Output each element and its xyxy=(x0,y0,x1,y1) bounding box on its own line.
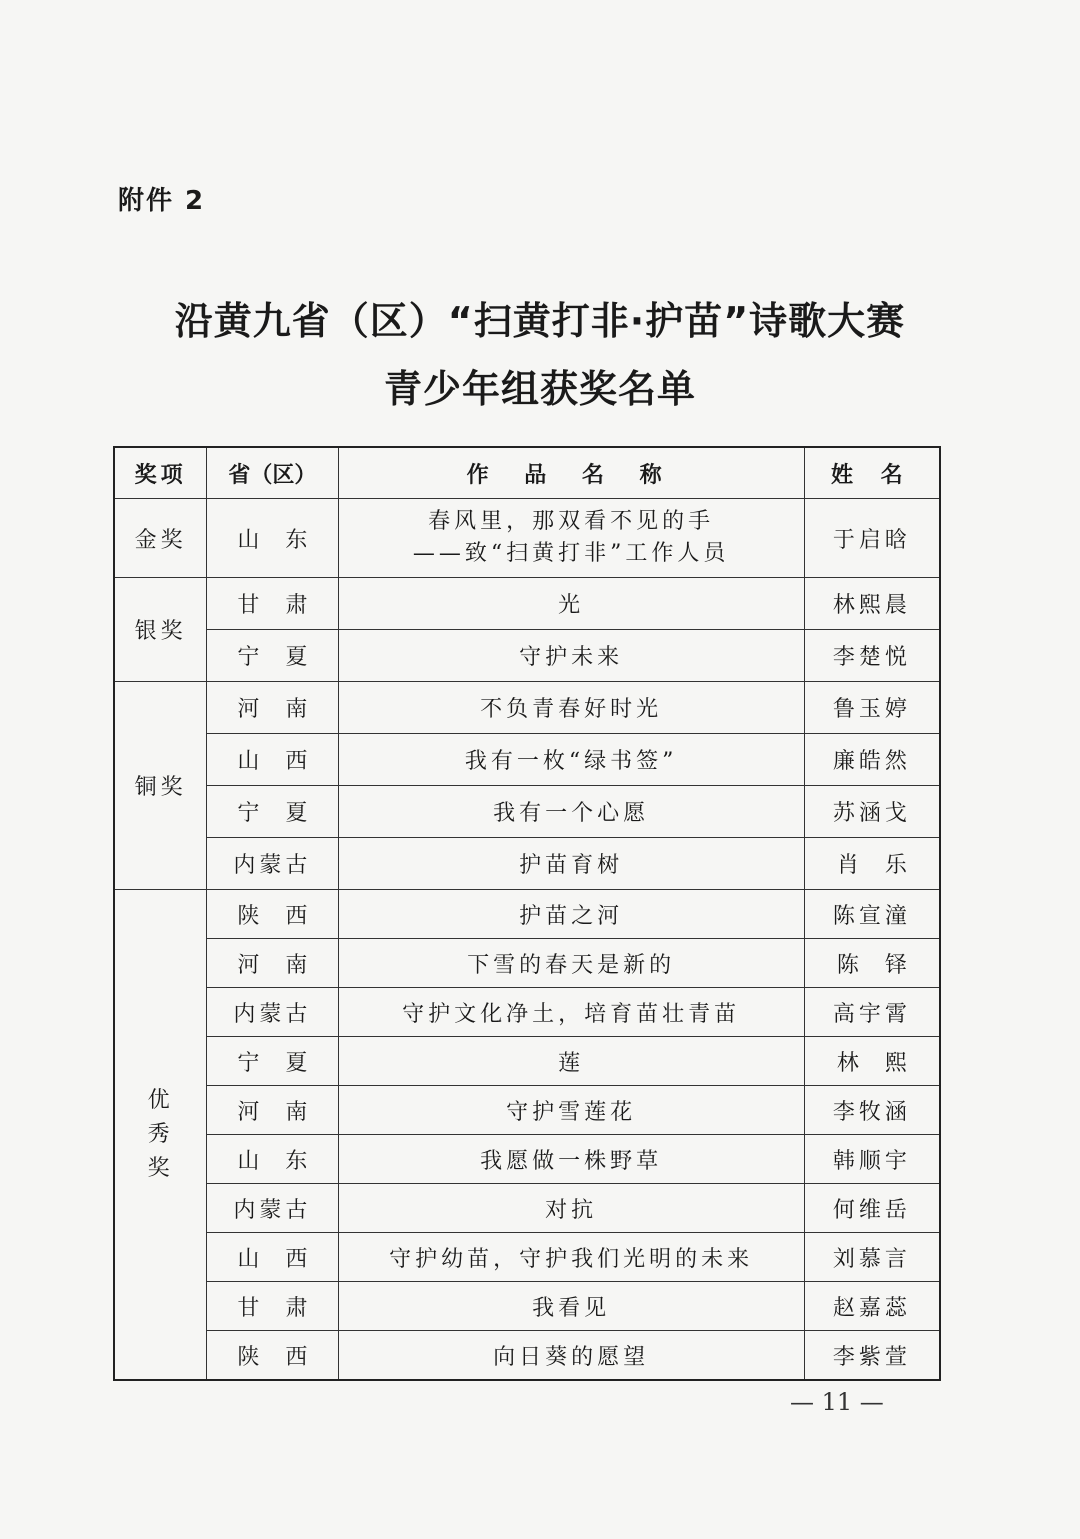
name-cell: 苏涵戈 xyxy=(804,786,940,838)
name-cell: 林熙晨 xyxy=(804,578,940,630)
province-cell: 宁夏 xyxy=(207,786,338,838)
name-cell: 何维岳 xyxy=(804,1184,940,1233)
name-cell: 李楚悦 xyxy=(804,630,940,682)
province-cell: 陕西 xyxy=(207,1331,338,1381)
table-row xyxy=(114,939,940,988)
table-header-row xyxy=(114,447,940,499)
name-cell: 陈铎 xyxy=(804,939,940,988)
province-cell: 内蒙古 xyxy=(207,988,338,1037)
work-cell: 我看见 xyxy=(338,1282,804,1331)
name-cell: 李牧涵 xyxy=(804,1086,940,1135)
work-cell: 我有一个心愿 xyxy=(338,786,804,838)
table-row xyxy=(114,1233,940,1282)
name-cell: 陈宣潼 xyxy=(804,890,940,939)
province-cell: 河南 xyxy=(207,682,338,734)
work-cell: 光 xyxy=(338,578,804,630)
work-cell: 守护未来 xyxy=(338,630,804,682)
work-cell: 守护幼苗，守护我们光明的未来 xyxy=(338,1233,804,1282)
name-cell: 林熙 xyxy=(804,1037,940,1086)
name-cell: 高宇霄 xyxy=(804,988,940,1037)
name-cell: 廉皓然 xyxy=(804,734,940,786)
work-title-line1: 春风里，那双看不见的手 xyxy=(428,509,715,534)
province-cell: 山东 xyxy=(207,499,338,578)
award-excellent xyxy=(114,890,207,1381)
table-row xyxy=(114,786,940,838)
work-cell: 不负青春好时光 xyxy=(338,682,804,734)
table-row xyxy=(114,1086,940,1135)
name-cell: 于启晗 xyxy=(804,499,940,578)
table-row xyxy=(114,734,940,786)
province-cell: 内蒙古 xyxy=(207,838,338,890)
work-cell: 守护文化净土，培育苗壮青苗 xyxy=(338,988,804,1037)
awards-table xyxy=(113,446,941,1381)
table-row xyxy=(114,1282,940,1331)
work-cell: 对抗 xyxy=(338,1184,804,1233)
province-cell: 河南 xyxy=(207,939,338,988)
award-bronze: 铜奖 xyxy=(114,682,207,890)
page-number: — 11 — xyxy=(790,1388,884,1416)
name-cell: 韩顺宇 xyxy=(804,1135,940,1184)
work-cell: 护苗育树 xyxy=(338,838,804,890)
table-row xyxy=(114,682,940,734)
work-cell: 莲 xyxy=(338,1037,804,1086)
province-cell: 河南 xyxy=(207,1086,338,1135)
header-province: 省（区） xyxy=(207,447,338,499)
table-row xyxy=(114,890,940,939)
province-cell: 山西 xyxy=(207,1233,338,1282)
work-cell: 我有一枚“绿书签” xyxy=(338,734,804,786)
document-title: 沿黄九省（区）“扫黄打非·护苗”诗歌大赛 xyxy=(174,299,906,343)
document-subtitle: 青少年组获奖名单 xyxy=(383,367,696,411)
table-row xyxy=(114,988,940,1037)
province-cell: 内蒙古 xyxy=(207,1184,338,1233)
work-cell: 我愿做一株野草 xyxy=(338,1135,804,1184)
award-gold: 金奖 xyxy=(114,499,207,578)
work-cell: 守护雪莲花 xyxy=(338,1086,804,1135)
table-row xyxy=(114,630,940,682)
province-cell: 甘肃 xyxy=(207,578,338,630)
table-row xyxy=(114,499,940,578)
work-title-line2: ——致“扫黄打非”工作人员 xyxy=(412,541,730,566)
table-row xyxy=(114,838,940,890)
name-cell: 肖乐 xyxy=(804,838,940,890)
table-row xyxy=(114,1037,940,1086)
province-cell: 甘肃 xyxy=(207,1282,338,1331)
header-award: 奖项 xyxy=(114,447,207,499)
award-silver: 银奖 xyxy=(114,578,207,682)
name-cell: 刘慕言 xyxy=(804,1233,940,1282)
province-cell: 山东 xyxy=(207,1135,338,1184)
table-row xyxy=(114,1135,940,1184)
header-name: 姓 名 xyxy=(804,447,940,499)
province-cell: 山西 xyxy=(207,734,338,786)
province-cell: 陕西 xyxy=(207,890,338,939)
name-cell: 鲁玉婷 xyxy=(804,682,940,734)
work-cell: 向日葵的愿望 xyxy=(338,1331,804,1381)
province-cell: 宁夏 xyxy=(207,630,338,682)
work-cell: 下雪的春天是新的 xyxy=(338,939,804,988)
table-row xyxy=(114,1184,940,1233)
award-excellent-label: 优秀奖 xyxy=(147,1087,174,1181)
name-cell: 赵嘉蕊 xyxy=(804,1282,940,1331)
header-work: 作 品 名 称 xyxy=(338,447,804,499)
work-cell xyxy=(338,499,804,578)
table-row xyxy=(114,578,940,630)
name-cell: 李紫萱 xyxy=(804,1331,940,1381)
province-cell: 宁夏 xyxy=(207,1037,338,1086)
attachment-label: 附件 2 xyxy=(118,186,206,216)
table-row xyxy=(114,1331,940,1381)
work-cell: 护苗之河 xyxy=(338,890,804,939)
